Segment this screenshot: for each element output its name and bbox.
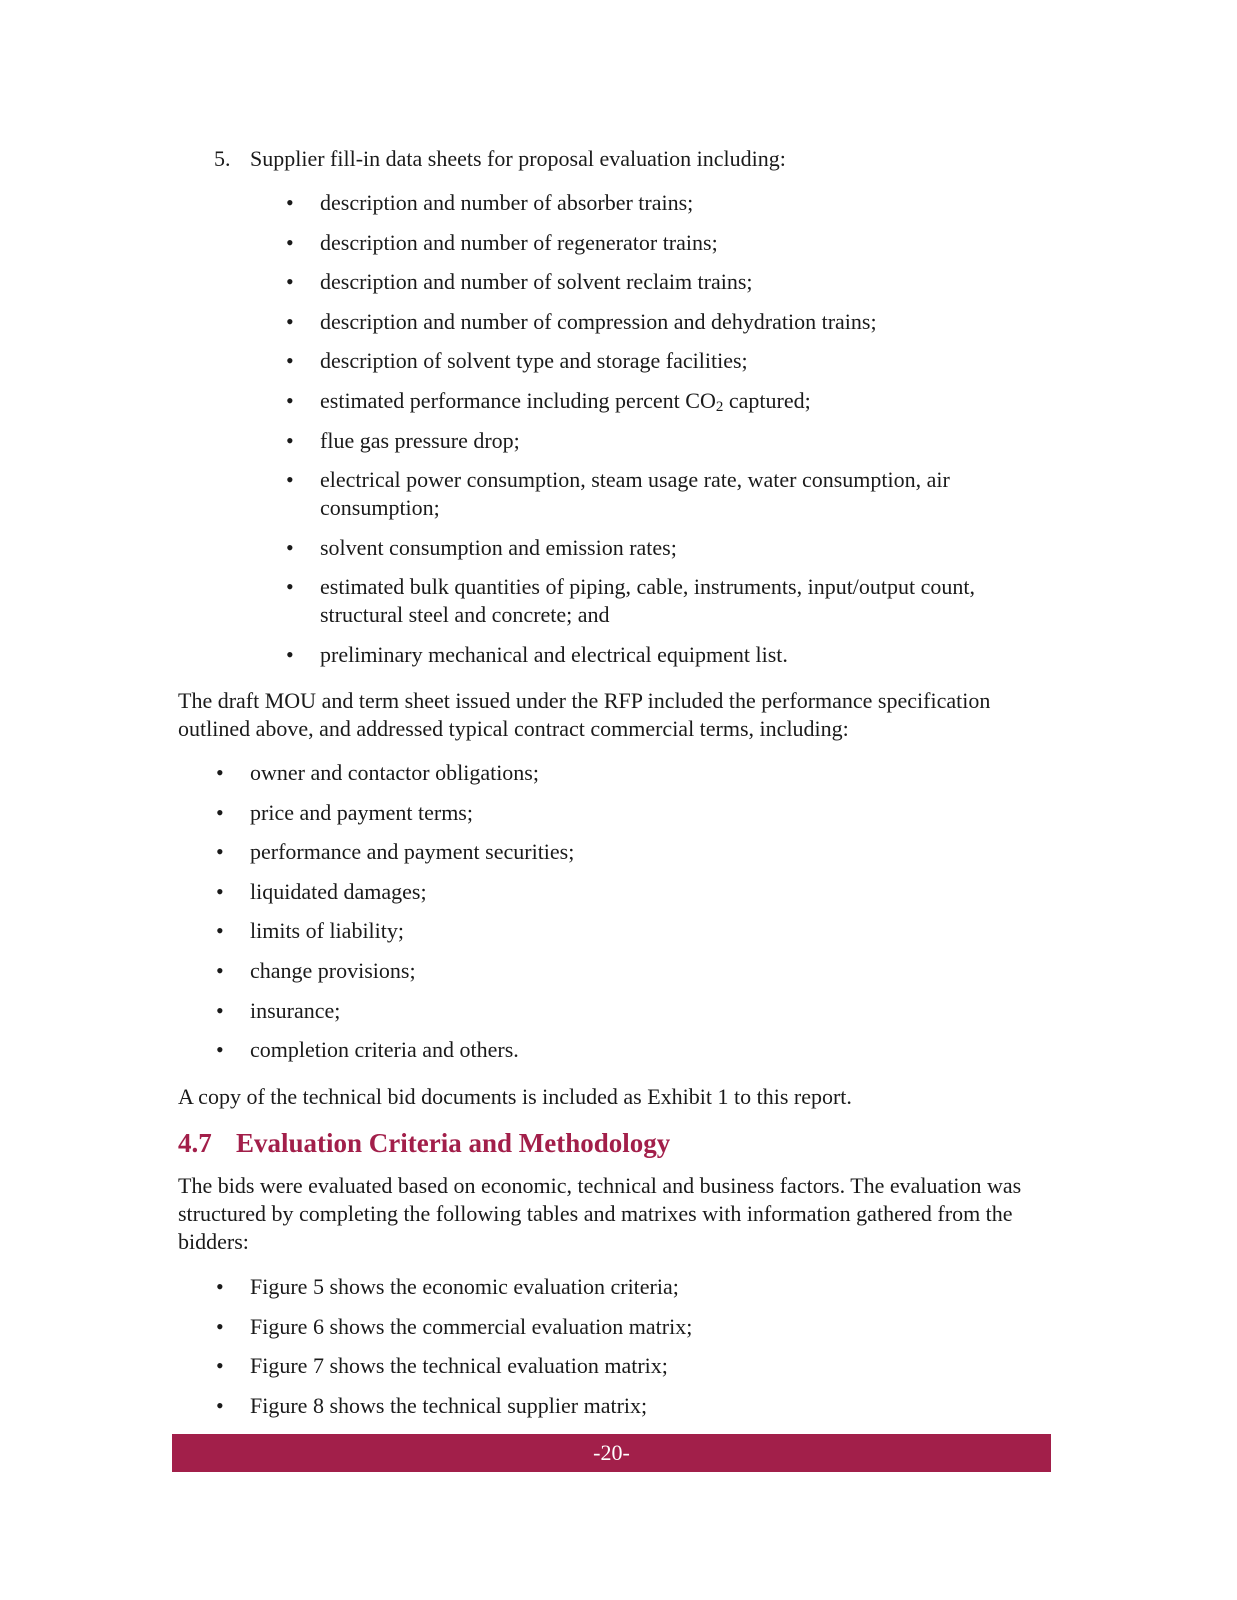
bullet-icon: • bbox=[286, 427, 294, 453]
section-title: Evaluation Criteria and Methodology bbox=[236, 1128, 671, 1158]
bullet-icon: • bbox=[216, 1392, 224, 1418]
bullet-icon: • bbox=[286, 348, 294, 374]
list-item: • solvent consumption and emission rates; bbox=[286, 534, 677, 560]
list-item: • estimated performance including percent $CO_2$ captured; bbox=[286, 387, 811, 415]
list-item: • owner and contactor obligations; bbox=[216, 760, 539, 785]
bullet-icon: • bbox=[286, 229, 294, 255]
data-sheet-bullet-list bbox=[286, 189, 1040, 681]
list-item: • completion criteria and others. bbox=[216, 1037, 519, 1063]
bullet-icon: • bbox=[286, 574, 294, 600]
list-item: • Figure 8 shows the technical supplier matrix; bbox=[216, 1392, 648, 1418]
list-item: • Figure 7 shows the technical evaluation matrix; bbox=[216, 1353, 668, 1379]
list-item: • description and number of regenerator trains; bbox=[286, 229, 718, 255]
list-item: • description and number of compression and dehydration trains; bbox=[286, 308, 877, 334]
bullet-icon: • bbox=[216, 1313, 224, 1339]
exhibit-paragraph: A copy of the technical bid documents is included as Exhibit 1 to this report. bbox=[178, 1084, 852, 1109]
list-item: • Figure 6 shows the commercial evaluation matrix; bbox=[216, 1313, 693, 1339]
evaluation-paragraph: The bids were evaluated based on economic, technical and business factors. The evaluation was structured by completing the following tables and matrixes with information gathered from the bidders: bbox=[178, 1173, 1022, 1254]
bullet-icon: • bbox=[216, 957, 224, 983]
list-item: • performance and payment securities; bbox=[216, 839, 575, 865]
section-heading bbox=[178, 1127, 670, 1159]
mou-paragraph: The draft MOU and term sheet issued under the RFP included the performance specification outlined above, and addressed typical contract commercial terms, including: bbox=[178, 688, 991, 741]
bullet-icon: • bbox=[216, 799, 224, 825]
section-number: 4.7 bbox=[178, 1128, 212, 1158]
bullet-icon: • bbox=[286, 387, 294, 413]
bullet-icon: • bbox=[216, 878, 224, 904]
figure-bullet-list bbox=[216, 1273, 1010, 1431]
list-item: • electrical power consumption, steam usage rate, water consumption, air consumption; bbox=[286, 467, 950, 521]
list-item: • limits of liability; bbox=[216, 918, 404, 944]
bullet-icon: • bbox=[286, 641, 294, 667]
bullet-icon: • bbox=[216, 760, 224, 785]
bullet-icon: • bbox=[216, 839, 224, 865]
list-item: • Figure 5 shows the economic evaluation criteria; bbox=[216, 1274, 679, 1299]
page-number: -20- bbox=[593, 1440, 630, 1465]
bullet-icon: • bbox=[286, 190, 294, 215]
bullet-icon: • bbox=[286, 467, 294, 493]
commercial-terms-bullet-list bbox=[216, 759, 1010, 1076]
list-item: • description and number of absorber trains; bbox=[286, 190, 694, 215]
list-item: • estimated bulk quantities of piping, cable, instruments, input/output count, structural steel and concrete; and bbox=[286, 574, 976, 628]
list-item: • description and number of solvent reclaim trains; bbox=[286, 269, 753, 295]
bullet-icon: • bbox=[286, 308, 294, 334]
item-text: Supplier fill-in data sheets for proposal evaluation including: bbox=[250, 146, 786, 171]
bullet-icon: • bbox=[216, 918, 224, 944]
list-item: • flue gas pressure drop; bbox=[286, 427, 520, 453]
list-item: • insurance; bbox=[216, 997, 341, 1023]
list-item: • liquidated damages; bbox=[216, 878, 427, 904]
list-item: • change provisions; bbox=[216, 957, 416, 983]
bullet-icon: • bbox=[216, 1353, 224, 1379]
bullet-icon: • bbox=[216, 1274, 224, 1299]
item-number: 5. bbox=[214, 146, 231, 171]
bullet-icon: • bbox=[286, 534, 294, 560]
bullet-icon: • bbox=[216, 997, 224, 1023]
bullet-icon: • bbox=[216, 1037, 224, 1063]
list-item: • description of solvent type and storage facilities; bbox=[286, 348, 748, 374]
list-item: • price and payment terms; bbox=[216, 799, 473, 825]
page-footer bbox=[172, 1434, 1051, 1472]
bullet-icon: • bbox=[286, 269, 294, 295]
list-item: • preliminary mechanical and electrical equipment list. bbox=[286, 641, 788, 667]
